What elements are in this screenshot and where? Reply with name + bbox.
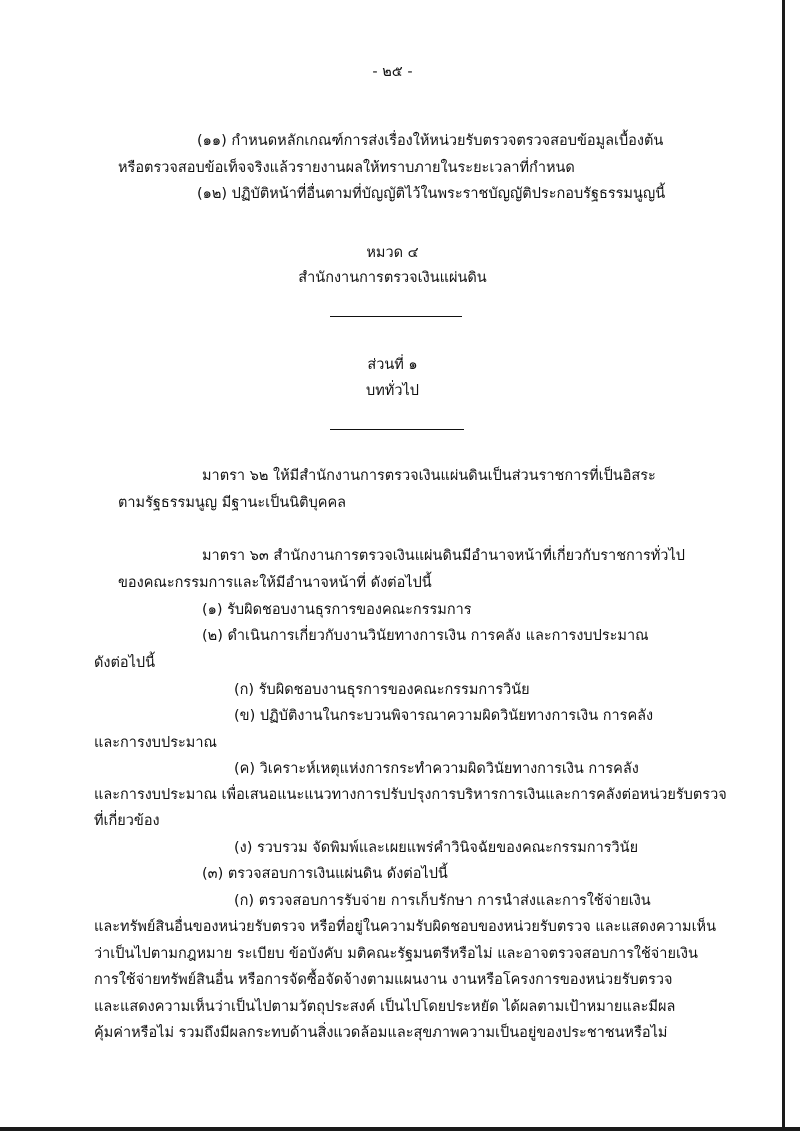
paragraph-line: และแสดงความเห็นว่าเป็นไปตามวัตถุประสงค์ เป็นไปโดยประหยัด ได้ผลตามเป้าหมายและมีผล	[94, 999, 676, 1015]
paragraph-line: ว่าเป็นไปตามกฎหมาย ระเบียบ ข้อบังคับ มติคณะรัฐมนตรีหรือไม่ และอาจตรวจสอบการใช้จ่ายเงิน	[94, 946, 698, 962]
chapter-title: สำนักงานการตรวจเงินแผ่นดิน	[298, 270, 487, 286]
paragraph-line: หรือตรวจสอบข้อเท็จจริงแล้วรายงานผลให้ทราบภายในระยะเวลาที่กำหนด	[118, 160, 575, 176]
section-63-line: มาตรา ๖๓ สำนักงานการตรวจเงินแผ่นดินมีอำนาจหน้าที่เกี่ยวกับราชการทั่วไป	[202, 548, 685, 564]
section-63-line: ของคณะกรรมการและให้มีอำนาจหน้าที่ ดังต่อไปนี้	[118, 575, 432, 591]
scan-edge-bottom	[0, 1127, 800, 1131]
paragraph-line: ที่เกี่ยวข้อง	[94, 813, 160, 829]
paragraph-line: และทรัพย์สินอื่นของหน่วยรับตรวจ หรือที่อยู่ในความรับผิดชอบของหน่วยรับตรวจ และแสดงความเห็น	[94, 919, 716, 935]
sub-list-item: (ก) ตรวจสอบการรับจ่าย การเก็บรักษา การนำส่งและการใช้จ่ายเงิน	[234, 893, 651, 909]
chapter-heading: หมวด ๔	[366, 245, 419, 261]
sub-list-item: (ข) ปฏิบัติงานในกระบวนพิจารณาความผิดวินัยทางการเงิน การคลัง	[234, 708, 654, 724]
paragraph-line: (๑๑) กำหนดหลักเกณฑ์การส่งเรื่องให้หน่วยรับตรวจตรวจสอบข้อมูลเบื้องต้น	[197, 133, 664, 149]
paragraph-line: คุ้มค่าหรือไม่ รวมถึงมีผลกระทบด้านสิ่งแวดล้อมและสุขภาพความเป็นอยู่ของประชาชนหรือไม่	[94, 1025, 668, 1041]
divider	[330, 316, 462, 317]
section-62-line: มาตรา ๖๒ ให้มีสำนักงานการตรวจเงินแผ่นดินเป็นส่วนราชการที่เป็นอิสระ	[202, 468, 656, 484]
paragraph-line: และการงบประมาณ	[94, 735, 217, 751]
part-heading: ส่วนที่ ๑	[367, 357, 418, 373]
sub-list-item: (ค) วิเคราะห์เหตุแห่งการกระทำความผิดวินัยทางการเงิน การคลัง	[234, 761, 639, 777]
paragraph-line: และการงบประมาณ เพื่อเสนอแนะแนวทางการปรับปรุงการบริหารการเงินและการคลังต่อหน่วยรับตรวจ	[94, 787, 727, 803]
page-number: - ๒๕ -	[372, 64, 413, 80]
scan-edge-right	[782, 0, 785, 1131]
list-item: (๑) รับผิดชอบงานธุรการของคณะกรรมการ	[202, 602, 472, 618]
sub-list-item: (ง) รวบรวม จัดพิมพ์และเผยแพร่คำวินิจฉัยของคณะกรรมการวินัย	[234, 840, 639, 856]
paragraph-line: การใช้จ่ายทรัพย์สินอื่น หรือการจัดซื้อจัดจ้างตามแผนงาน งานหรือโครงการของหน่วยรับตรวจ	[94, 972, 673, 988]
sub-list-item: (ก) รับผิดชอบงานธุรการของคณะกรรมการวินัย	[234, 682, 530, 698]
list-item: (๓) ตรวจสอบการเงินแผ่นดิน ดังต่อไปนี้	[202, 866, 448, 882]
section-62-line: ตามรัฐธรรมนูญ มีฐานะเป็นนิติบุคคล	[118, 495, 347, 511]
paragraph-line: ดังต่อไปนี้	[94, 655, 156, 671]
list-item: (๒) ดำเนินการเกี่ยวกับงานวินัยทางการเงิน การคลัง และการงบประมาณ	[202, 628, 649, 644]
divider	[330, 429, 464, 430]
paragraph-line: (๑๒) ปฏิบัติหน้าที่อื่นตามที่บัญญัติไว้ในพระราชบัญญัติประกอบรัฐธรรมนูญนี้	[197, 186, 666, 202]
part-title: บททั่วไป	[366, 383, 419, 399]
